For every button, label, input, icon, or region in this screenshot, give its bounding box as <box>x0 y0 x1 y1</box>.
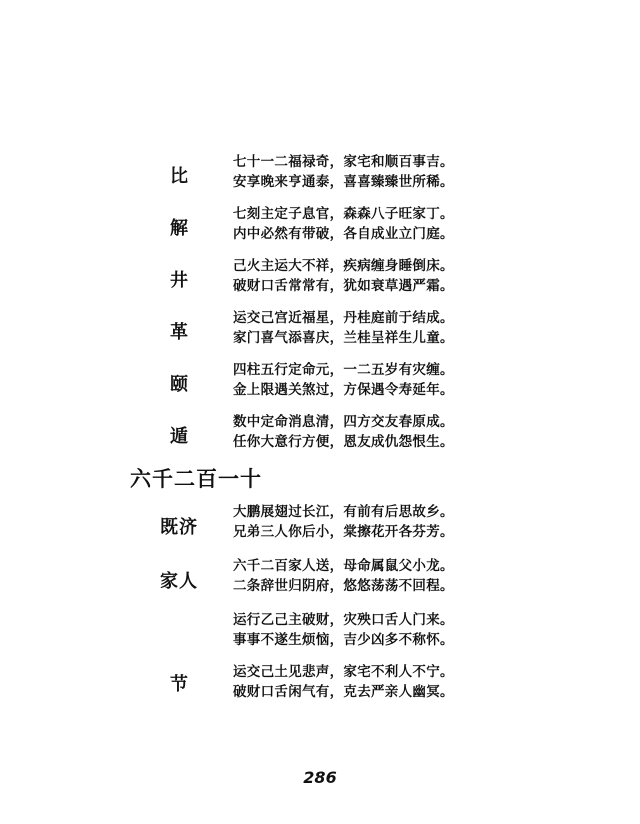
hexagram-label: 革 <box>170 322 189 343</box>
verse-line: 安享晚来亨通泰，喜喜臻臻世所稀。 <box>233 174 454 190</box>
hexagram-label: 比 <box>170 166 189 187</box>
verse <box>233 152 454 192</box>
verse-line: 六千二百家人送，母命属鼠父小龙。 <box>233 558 454 574</box>
verse-line: 破财口舌闲气有，克去严亲人幽冥。 <box>233 684 454 700</box>
verse-line: 金上限遇关煞过，方保遇令寿延年。 <box>233 382 454 398</box>
verse-line: 四柱五行定命元，一二五岁有灾缠。 <box>233 362 454 378</box>
verse-line: 运交己宫近福星，丹桂庭前于结成。 <box>233 310 454 326</box>
verse-line: 七刻主定子息官，森森八子旺家丁。 <box>233 206 454 222</box>
verse-line: 任你大意行方便，恩友成仇怨恨生。 <box>233 434 454 450</box>
verse-line: 破财口舌常常有，犹如衰草遇严霜。 <box>233 278 454 294</box>
verse-line: 二条辞世归阴府，悠悠荡荡不回程。 <box>233 578 454 594</box>
verse <box>233 360 454 400</box>
hexagram-label: 解 <box>170 218 189 239</box>
verse-line: 事事不遂生烦恼，吉少凶多不称怀。 <box>233 632 454 648</box>
verse <box>233 412 454 452</box>
verse <box>233 308 454 348</box>
verse <box>233 256 454 296</box>
verse-line: 运交己土见悲声，家宅不利人不宁。 <box>233 664 454 680</box>
verse <box>233 662 454 702</box>
verse-line: 大鹏展翅过长江，有前有后思故乡。 <box>233 504 454 520</box>
verse-line: 内中必然有带破，各自成业立门庭。 <box>233 226 454 242</box>
page-number: 286 <box>303 768 337 787</box>
verse-line: 数中定命消息清，四方交友春原成。 <box>233 414 454 430</box>
verse-line: 兄弟三人你后小，棠擦花开各芬芳。 <box>233 524 454 540</box>
verse-line: 家门喜气添喜庆，兰桂呈祥生儿童。 <box>233 330 454 346</box>
hexagram-label: 颐 <box>170 374 189 395</box>
hexagram-label: 既济 <box>160 517 198 538</box>
hexagram-label: 节 <box>170 674 189 695</box>
hexagram-label: 井 <box>170 270 189 291</box>
section-heading: 六千二百一十 <box>130 466 262 491</box>
verse-line: 七十一二福禄奇，家宅和顺百事吉。 <box>233 154 454 170</box>
verse-line: 己火主运大不祥，疾病缠身睡倒床。 <box>233 258 454 274</box>
verse <box>233 204 454 244</box>
verse-line: 运行乙己主破财，灾殃口舌人门来。 <box>233 612 454 628</box>
verse <box>233 502 454 542</box>
hexagram-label: 遁 <box>170 426 189 447</box>
verse <box>233 610 454 650</box>
verse <box>233 556 454 596</box>
hexagram-label: 家人 <box>160 571 198 592</box>
